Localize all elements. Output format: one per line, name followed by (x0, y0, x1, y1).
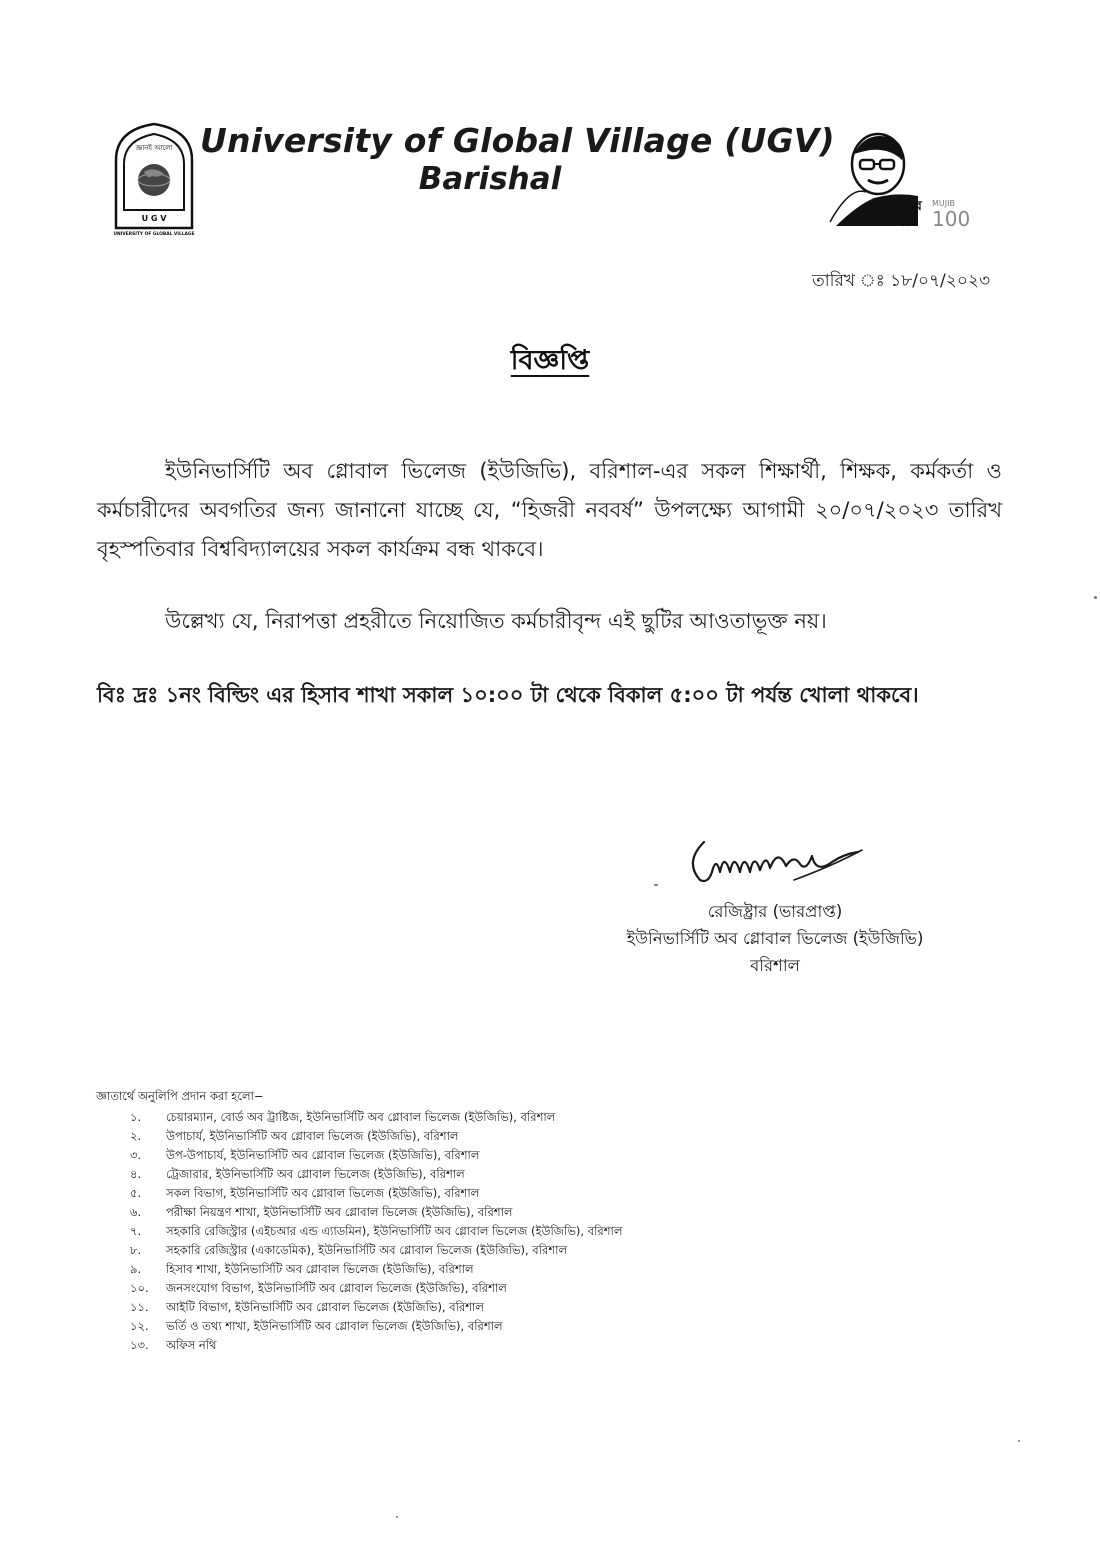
list-item-number: ১. (130, 1110, 142, 1124)
list-item-text: চেয়ারম্যান, বোর্ড অব ট্রাষ্টিজ, ইউনিভার্সিটি অব গ্লোবাল ভিলেজ (ইউজিভি), বরিশাল (166, 1110, 556, 1124)
list-item-number: ৩. (130, 1148, 142, 1162)
list-item (130, 1241, 830, 1260)
body-paragraph-1: ইউনিভার্সিটি অব গ্লোবাল ভিলেজ (ইউজিভি), বরিশাল-এর সকল শিক্ষার্থী, শিক্ষক, কর্মকর্তা ও কর্মচারীদের অবগতির জন্য জানানো যাচ্ছে যে, “হিজরী নববর্ষ” উপলক্ষ্যে আগামী ২০/০৭/২০২৩ তারিখ বৃহস্পতিবার বিশ্ববিদ্যালয়ের সকল কার্যক্রম বন্ধ থাকবে। (97, 459, 1002, 561)
list-item-number: ২. (130, 1129, 142, 1143)
notice-title: বিজ্ঞপ্তি (510, 345, 590, 376)
body-note: বিঃ দ্রঃ ১নং বিল্ডিং এর হিসাব শাখা সকাল ১০:০০ টা থেকে বিকাল ৫:০০ টা পর্যন্ত খোলা থাকবে। (97, 683, 919, 707)
list-item-number: ৬. (130, 1205, 142, 1219)
notice-heading (0, 340, 1100, 385)
mujib-borsho-logo-icon (826, 126, 971, 234)
list-item-text: হিসাব শাখা, ইউনিভার্সিটি অব গ্লোবাল ভিলেজ (ইউজিভি), বরিশাল (166, 1262, 474, 1276)
list-item-text: উপাচার্য, ইউনিভার্সিটি অব গ্লোবাল ভিলেজ (ইউজিভি), বরিশাল (166, 1129, 459, 1143)
list-item-number: ৮. (130, 1243, 142, 1257)
list-item-text: আইটি বিভাগ, ইউনিভার্সিটি অব গ্লোবাল ভিলেজ (ইউজিভি), বরিশাল (166, 1300, 484, 1314)
scan-speck (654, 884, 658, 886)
list-item-text: সহকারি রেজিস্ট্রার (একাডেমিক), ইউনিভার্সিটি অব গ্লোবাল ভিলেজ (ইউজিভি), বরিশাল (166, 1243, 568, 1257)
list-item (130, 1127, 830, 1146)
list-item-number: ১১. (130, 1300, 149, 1314)
university-name: University of Global Village (UGV) (200, 121, 835, 160)
notice-date: তারিখ ঃ ১৮/০৭/২০২৩ (812, 271, 990, 291)
list-item-text: সকল বিভাগ, ইউনিভার্সিটি অব গ্লোবাল ভিলেজ (ইউজিভি), বরিশাল (166, 1186, 480, 1200)
list-item (130, 1108, 830, 1127)
list-item (130, 1260, 830, 1279)
list-item (130, 1203, 830, 1222)
scan-speck (1094, 596, 1097, 599)
signatory-city: বরিশাল (750, 956, 800, 975)
list-item (130, 1222, 830, 1241)
list-item (130, 1317, 830, 1336)
university-location: Barishal (418, 161, 562, 197)
list-item-text: সহকারি রেজিস্ট্রার (এইচআর এন্ড এ্যাডমিন), ইউনিভার্সিটি অব গ্লোবাল ভিলেজ (ইউজিভি), বরিশাল (166, 1224, 623, 1238)
list-item-text: পরীক্ষা নিয়ন্ত্রণ শাখা, ইউনিভার্সিটি অব গ্লোবাল ভিলেজ (ইউজিভি), বরিশাল (166, 1205, 513, 1219)
list-item (130, 1279, 830, 1298)
list-item-number: ৪. (130, 1167, 142, 1181)
copy-list-heading: জ্ঞাতার্থে অনুলিপি প্রদান করা হলো− (96, 1089, 264, 1103)
list-item-number: ১৩. (130, 1338, 149, 1352)
list-item (130, 1336, 830, 1355)
seal-letters: U G V (141, 214, 167, 223)
list-item (130, 1146, 830, 1165)
mujib-bangla-text: মুজিব (892, 199, 922, 214)
list-item-number: ১০. (130, 1281, 149, 1295)
copy-list (130, 1108, 830, 1355)
seal-bottom-text: UNIVERSITY OF GLOBAL VILLAGE (113, 232, 195, 237)
mujib-english-text: MUJIB (932, 199, 955, 208)
list-item-number: ৯. (130, 1262, 142, 1276)
borsho-bangla-text: বর্ষ (900, 219, 910, 229)
list-item-text: ভর্তি ও তথ্য শাখা, ইউনিভার্সিটি অব গ্লোবাল ভিলেজ (ইউজিভি), বরিশাল (166, 1319, 503, 1333)
signatory-block (560, 898, 990, 979)
list-item-text: অফিস নথি (166, 1338, 217, 1352)
body-paragraph-2: উল্লেখ্য যে, নিরাপত্তা প্রহরীতে নিয়োজিত কর্মচারীবৃন্দ এই ছুটির আওতাভূক্ত নয়। (165, 609, 827, 633)
mujib-number-text: 100 (932, 207, 971, 231)
list-item-number: ৭. (130, 1224, 142, 1238)
scan-speck (1018, 1440, 1020, 1442)
list-item (130, 1298, 830, 1317)
signatory-institution: ইউনিভার্সিটি অব গ্লোবাল ভিলেজ (ইউজিভি) (626, 929, 924, 948)
list-item-number: ১২. (130, 1319, 149, 1333)
list-item-text: জনসংযোগ বিভাগ, ইউনিভার্সিটি অব গ্লোবাল ভিলেজ (ইউজিভি), বরিশাল (166, 1281, 507, 1295)
list-item-text: উপ-উপাচার্য, ইউনিভার্সিটি অব গ্লোবাল ভিলেজ (ইউজিভি), বরিশাল (166, 1148, 480, 1162)
scan-speck (396, 1516, 398, 1518)
university-title (200, 120, 835, 197)
signatory-designation: রেজিষ্ট্রার (ভারপ্রাপ্ত) (707, 902, 843, 921)
seal-top-text: জ্ঞানই আলো (135, 144, 173, 152)
handwritten-signature (682, 822, 872, 902)
list-item-text: ট্রেজারার, ইউনিভার্সিটি অব গ্লোবাল ভিলেজ (ইউজিভি), বরিশাল (166, 1167, 465, 1181)
list-item-number: ৫. (130, 1186, 142, 1200)
list-item (130, 1165, 830, 1184)
list-item (130, 1184, 830, 1203)
